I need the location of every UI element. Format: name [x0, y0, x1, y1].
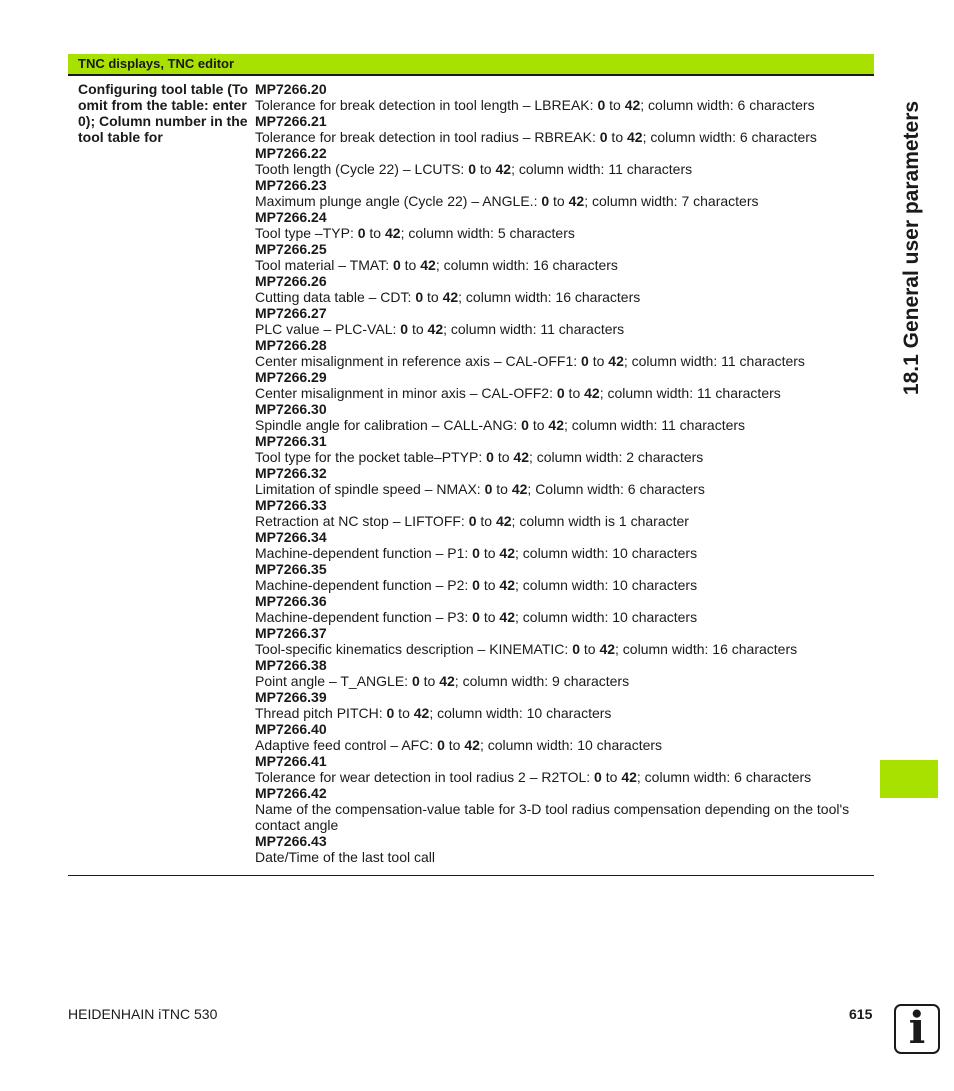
- parameter-id: MP7266.20: [255, 81, 327, 97]
- parameter-id: MP7266.41: [255, 753, 327, 769]
- parameter-entry: [255, 753, 871, 785]
- parameter-description: Machine-dependent function – P2: 0 to 42; column width: 10 characters: [255, 577, 698, 593]
- parameter-id: MP7266.38: [255, 657, 327, 673]
- parameter-entry: [255, 721, 871, 753]
- parameter-id: MP7266.25: [255, 241, 327, 257]
- parameter-id: MP7266.31: [255, 433, 327, 449]
- parameter-id: MP7266.35: [255, 561, 327, 577]
- parameter-entry: [255, 593, 871, 625]
- parameter-entry: [255, 625, 871, 657]
- parameter-entry: [255, 113, 871, 145]
- parameter-description: Tool type for the pocket table–PTYP: 0 to 42; column width: 2 characters: [255, 449, 704, 465]
- parameter-id: MP7266.23: [255, 177, 327, 193]
- table-bottom-rule: [68, 875, 874, 876]
- parameter-description: Point angle – T_ANGLE: 0 to 42; column width: 9 characters: [255, 673, 630, 689]
- parameter-id: MP7266.22: [255, 145, 327, 161]
- parameter-entry: [255, 177, 871, 209]
- parameter-description: Machine-dependent function – P3: 0 to 42; column width: 10 characters: [255, 609, 698, 625]
- parameter-entry: [255, 833, 871, 865]
- parameter-id: MP7266.21: [255, 113, 327, 129]
- parameter-id: MP7266.34: [255, 529, 327, 545]
- parameter-description: Maximum plunge angle (Cycle 22) – ANGLE.: 0 to 42; column width: 7 characters: [255, 193, 759, 209]
- parameter-list: [255, 81, 871, 865]
- parameter-id: MP7266.29: [255, 369, 327, 385]
- parameter-description: Tool type –TYP: 0 to 42; column width: 5 characters: [255, 225, 575, 241]
- parameter-entry: [255, 81, 871, 113]
- parameter-description: Tool-specific kinematics description – KINEMATIC: 0 to 42; column width: 16 characters: [255, 641, 798, 657]
- parameter-id: MP7266.42: [255, 785, 327, 801]
- parameter-description: Machine-dependent function – P1: 0 to 42; column width: 10 characters: [255, 545, 698, 561]
- parameter-description: Cutting data table – CDT: 0 to 42; column width: 16 characters: [255, 289, 641, 305]
- parameter-id: MP7266.37: [255, 625, 327, 641]
- parameter-description: Spindle angle for calibration – CALL-ANG: 0 to 42; column width: 11 characters: [255, 417, 746, 433]
- parameter-entry: [255, 369, 871, 401]
- parameter-id: MP7266.30: [255, 401, 327, 417]
- parameter-description: Center misalignment in reference axis – CAL-OFF1: 0 to 42; column width: 11 characters: [255, 353, 805, 369]
- parameter-entry: [255, 145, 871, 177]
- parameter-entry: [255, 465, 871, 497]
- parameter-id: MP7266.26: [255, 273, 327, 289]
- footer-product: HEIDENHAIN iTNC 530: [68, 1006, 218, 1022]
- parameter-id: MP7266.36: [255, 593, 327, 609]
- parameter-entry: [255, 305, 871, 337]
- section-header-bar: [68, 54, 874, 76]
- parameter-entry: [255, 785, 871, 833]
- parameter-entry: [255, 433, 871, 465]
- parameter-entry: [255, 561, 871, 593]
- parameter-description: Retraction at NC stop – LIFTOFF: 0 to 42; column width is 1 character: [255, 513, 689, 529]
- parameter-id: MP7266.24: [255, 209, 327, 225]
- parameter-entry: [255, 529, 871, 561]
- parameter-id: MP7266.33: [255, 497, 327, 513]
- parameter-entry: [255, 497, 871, 529]
- parameter-id: MP7266.40: [255, 721, 327, 737]
- chapter-side-title: 18.1 General user parameters: [900, 100, 923, 396]
- page-number: 615: [849, 1006, 873, 1022]
- chapter-tab-marker: [880, 760, 938, 798]
- parameter-description: Center misalignment in minor axis – CAL-OFF2: 0 to 42; column width: 11 characters: [255, 385, 781, 401]
- parameter-description: Tolerance for wear detection in tool radius 2 – R2TOL: 0 to 42; column width: 6 characters: [255, 769, 812, 785]
- parameter-description: Tooth length (Cycle 22) – LCUTS: 0 to 42; column width: 11 characters: [255, 161, 693, 177]
- parameter-id: MP7266.27: [255, 305, 327, 321]
- parameter-description: Date/Time of the last tool call: [255, 849, 436, 865]
- parameter-description: Tolerance for break detection in tool length – LBREAK: 0 to 42; column width: 6 characters: [255, 97, 815, 113]
- parameter-description: Name of the compensation-value table for 3-D tool radius compensation depending on the tool's contact angle: [255, 801, 850, 833]
- parameter-description: PLC value – PLC-VAL: 0 to 42; column width: 11 characters: [255, 321, 625, 337]
- parameter-entry: [255, 241, 871, 273]
- row-label: Configuring tool table (To omit from the table: enter 0); Column number in the tool table for: [78, 81, 249, 145]
- parameter-description: Thread pitch PITCH: 0 to 42; column width: 10 characters: [255, 705, 612, 721]
- parameter-description: Limitation of spindle speed – NMAX: 0 to 42; Column width: 6 characters: [255, 481, 705, 497]
- section-header: TNC displays, TNC editor: [78, 56, 235, 71]
- parameter-id: MP7266.39: [255, 689, 327, 705]
- parameter-id: MP7266.28: [255, 337, 327, 353]
- parameter-id: MP7266.43: [255, 833, 327, 849]
- parameter-entry: [255, 273, 871, 305]
- parameter-description: Adaptive feed control – AFC: 0 to 42; column width: 10 characters: [255, 737, 663, 753]
- parameter-entry: [255, 689, 871, 721]
- parameter-entry: [255, 401, 871, 433]
- parameter-description: Tolerance for break detection in tool radius – RBREAK: 0 to 42; column width: 6 characters: [255, 129, 817, 145]
- parameter-entry: [255, 657, 871, 689]
- parameter-description: Tool material – TMAT: 0 to 42; column width: 16 characters: [255, 257, 618, 273]
- parameter-entry: [255, 337, 871, 369]
- parameter-id: MP7266.32: [255, 465, 327, 481]
- parameter-entry: [255, 209, 871, 241]
- info-icon: i: [894, 1004, 940, 1054]
